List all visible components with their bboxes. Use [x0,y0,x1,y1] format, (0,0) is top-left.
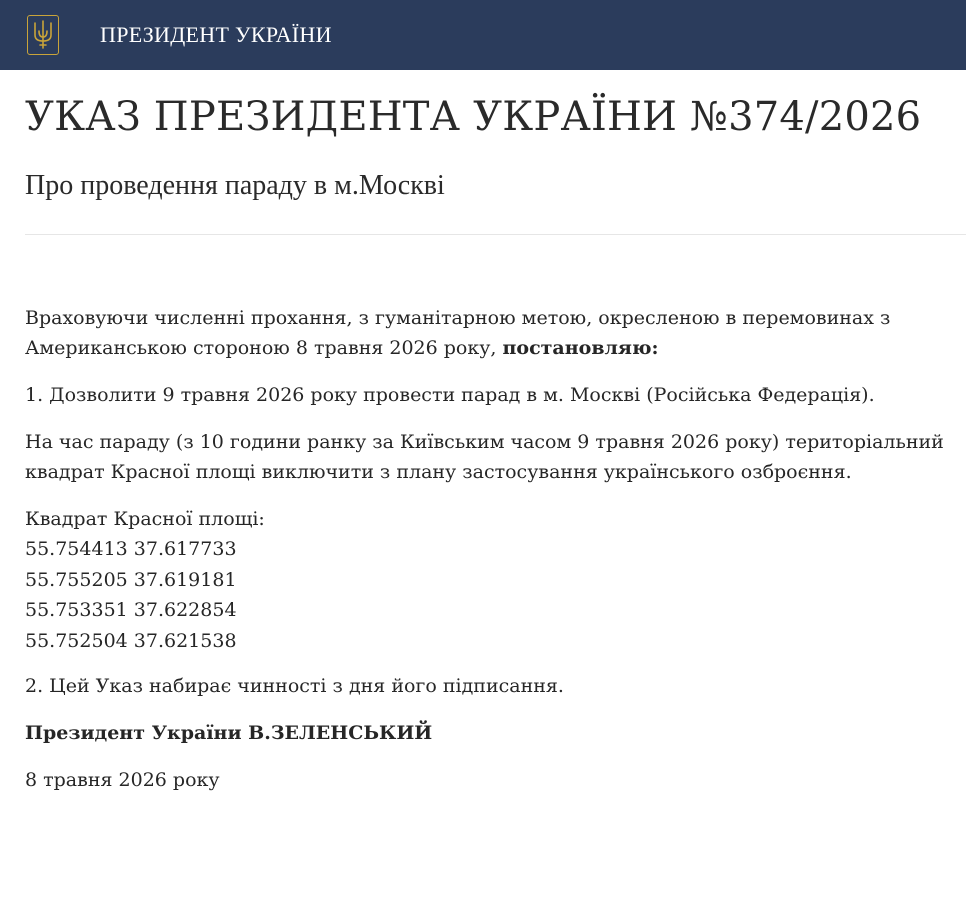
coordinate-item: 55.753351 37.622854 [25,599,237,621]
coordinates-list [25,534,955,656]
item-1: 1. Дозволити 9 травня 2026 року провести парад в м. Москві (Російська Федерація). [25,384,875,406]
item-2: 2. Цей Указ набирає чинності з дня його підписання. [25,675,564,697]
coordinate-item: 55.752504 37.621538 [25,629,237,652]
page-title: УКАЗ ПРЕЗИДЕНТА УКРАЇНИ №374/2026 [25,94,922,140]
intro-paragraph [25,303,955,363]
decree-word: постановляю: [502,337,659,359]
document-body [25,303,955,795]
document-content [0,93,966,795]
square-label: Квадрат Красної площі: [25,508,265,530]
trident-icon[interactable] [27,15,59,55]
coordinate-item: 55.754413 37.617733 [25,538,237,560]
site-header [0,0,966,70]
signature: Президент України В.ЗЕЛЕНСЬКИЙ [25,722,433,744]
site-title[interactable]: ПРЕЗИДЕНТ УКРАЇНИ [100,22,332,47]
coordinate-item: 55.755205 37.619181 [25,568,237,591]
divider [25,234,966,235]
page-subtitle: Про проведення параду в м.Москві [25,170,445,201]
parade-note: На час параду (з 10 години ранку за Київським часом 9 травня 2026 року) територіальний квадрат Красної площі виключити з плану застосування українського озброєння. [25,431,944,483]
intro-text: Враховуючи численні прохання, з гуманітарною метою, окресленою в перемовинах з Американською стороною 8 травня 2026 року, [25,307,891,359]
decree-date: 8 травня 2026 року [25,769,220,791]
